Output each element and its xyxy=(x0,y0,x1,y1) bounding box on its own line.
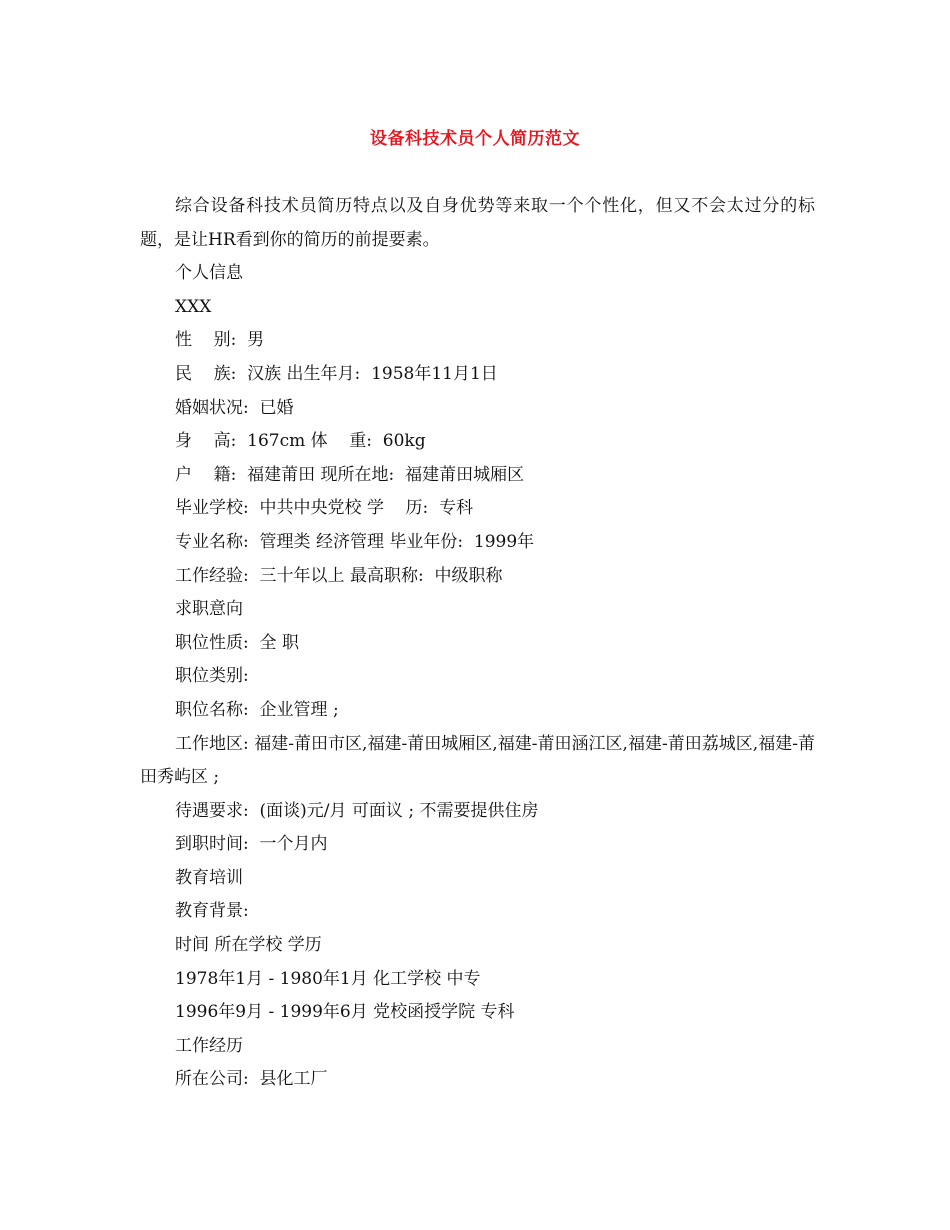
field-salary-requirement: 待遇要求: (面谈)元/月 可面议 ; 不需要提供住房 xyxy=(175,800,539,821)
section-heading-work-experience: 工作经历 xyxy=(175,1035,243,1056)
field-education-background: 教育背景: xyxy=(175,901,249,922)
field-work-region: 工作地区: 福建-莆田市区,福建-莆田城厢区,福建-莆田涵江区,福建-莆田荔城区,福建-莆田秀屿区 ; xyxy=(140,733,815,788)
field-height-weight: 身 高: 167cm 体 重: 60kg xyxy=(175,431,426,452)
field-ethnicity-birthdate: 民 族: 汉族 出生年月: 1958年11月1日 xyxy=(175,363,498,384)
field-company: 所在公司: 县化工厂 xyxy=(175,1069,328,1090)
applicant-name: XXX xyxy=(175,296,212,317)
section-heading-job-intention: 求职意向 xyxy=(175,599,243,620)
field-job-category: 职位类别: xyxy=(175,666,249,687)
field-major-graduation-year: 专业名称: 管理类 经济管理 毕业年份: 1999年 xyxy=(175,531,535,552)
section-heading-personal-info: 个人信息 xyxy=(175,263,243,284)
field-start-time: 到职时间: 一个月内 xyxy=(175,834,328,855)
field-marital-status: 婚姻状况: 已婚 xyxy=(175,397,294,418)
field-experience-title: 工作经验: 三十年以上 最高职称: 中级职称 xyxy=(175,565,503,586)
document-title: 设备科技术员个人简历范文 xyxy=(370,129,580,149)
field-school-education: 毕业学校: 中共中央党校 学 历: 专科 xyxy=(175,498,474,519)
field-job-title: 职位名称: 企业管理 ; xyxy=(175,699,339,720)
field-gender: 性 别: 男 xyxy=(175,330,265,351)
document-body xyxy=(140,190,815,1097)
intro-paragraph: 综合设备科技术员简历特点以及自身优势等来取一个个性化，但又不会太过分的标题，是让HR看到你的简历的前提要素。 xyxy=(140,196,815,250)
field-job-nature: 职位性质: 全 职 xyxy=(175,632,299,653)
section-heading-education-training: 教育培训 xyxy=(175,867,243,888)
education-row-2: 1996年9月 - 1999年6月 党校函授学院 专科 xyxy=(175,1002,515,1023)
education-table-header: 时间 所在学校 学历 xyxy=(175,935,322,956)
education-row-1: 1978年1月 - 1980年1月 化工学校 中专 xyxy=(175,968,481,989)
field-household-residence: 户 籍: 福建莆田 现所在地: 福建莆田城厢区 xyxy=(175,464,525,485)
